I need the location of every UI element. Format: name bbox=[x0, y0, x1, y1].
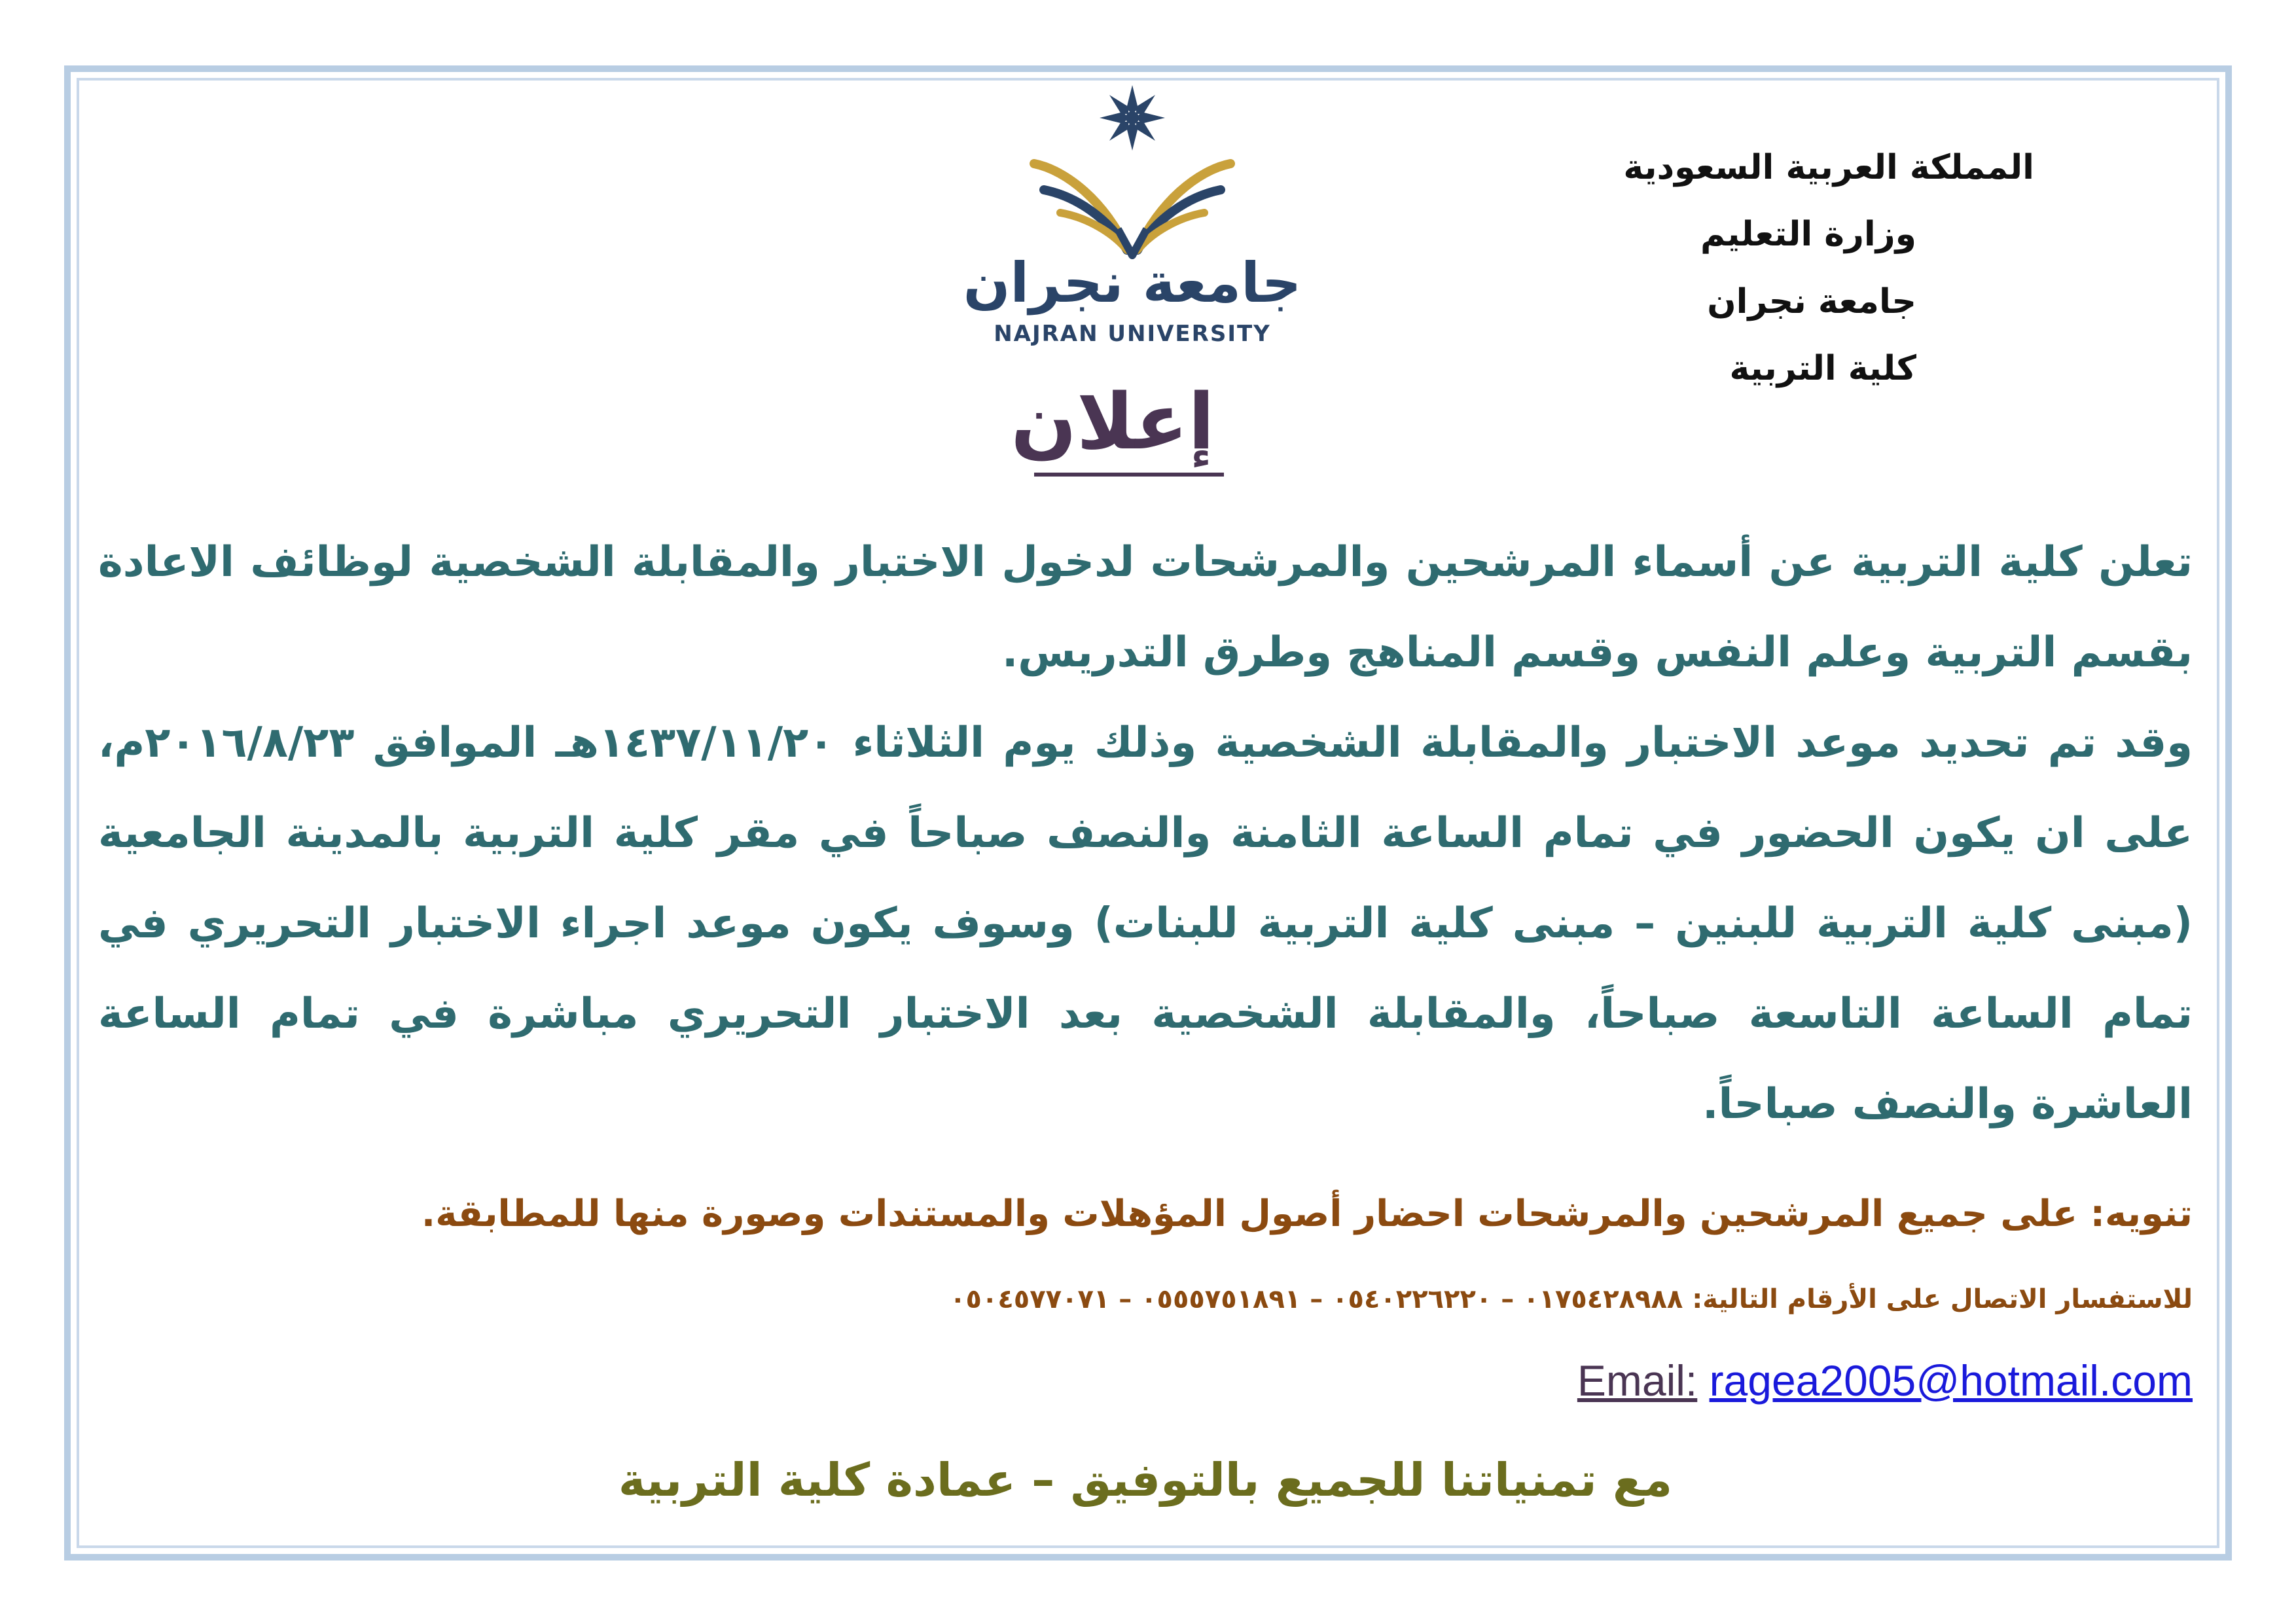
body-paragraph-2: وقد تم تحديد موعد الاختبار والمقابلة الشخصية وذلك يوم الثلاثاء ١٤٣٧/١١/٢٠هـ الموافق ٢٠١٦/٨/٢٣م، على ان يكون الحضور في تمام الساعة الثامنة والنصف صباحاً في مقر كلية التربية بالمدينة الجامعية (مبنى كلية التربية للبنين – مبنى كلية التربية للبنات) وسوف يكون موعد اجراء الاختبار التحريري في تمام الساعة التاسعة صباحاً، والمقابلة الشخصية بعد الاختبار التحريري مباشرة في تمام الساعة العاشرة والنصف صباحاً. bbox=[98, 719, 2193, 1128]
closing-text: مع تمنياتنا للجميع بالتوفيق – عمادة كلية التربية bbox=[618, 1453, 1673, 1507]
logo-arabic-name: جامعة نجران bbox=[963, 251, 1302, 315]
logo-english-name: NAJRAN UNIVERSITY bbox=[994, 321, 1271, 347]
logo-emblem-icon bbox=[956, 79, 1309, 268]
notice-text: تنويه: على جميع المرشحين والمرشحات احضار أصول المؤهلات والمستندات وصورة منها للمطابقة. bbox=[421, 1193, 2193, 1235]
header-ministry: وزارة التعليم bbox=[1700, 215, 1916, 255]
ministry-header bbox=[1445, 147, 2034, 416]
contact-numbers: للاستفسار الاتصال على الأرقام التالية: ٠١٧٥٤٢٨٩٨٨ – ٠٥٤٠٢٢٦٢٢٠ – ٠٥٥٥٧٥١٨٩١ – ٠٥٠٤٥٧٧٠٧١ bbox=[950, 1284, 2193, 1314]
email-label: Email: bbox=[1577, 1356, 1698, 1405]
header-country: المملكة العربية السعودية bbox=[1623, 148, 2034, 187]
body-paragraph-1: تعلن كلية التربية عن أسماء المرشحين والمرشحات لدخول الاختبار والمقابلة الشخصية لوظائف الاعادة بقسم التربية وعلم النفس وقسم المناهج وطرق التدريس. bbox=[98, 538, 2193, 677]
announcement-body bbox=[98, 517, 2193, 1149]
title-underline bbox=[1034, 473, 1224, 477]
university-logo bbox=[956, 79, 1309, 353]
header-university: جامعة نجران bbox=[1707, 281, 1916, 321]
announcement-title: إعلان bbox=[1011, 376, 1215, 467]
header-college: كلية التربية bbox=[1729, 349, 1916, 389]
email-row bbox=[98, 1355, 2193, 1407]
email-link[interactable]: ragea2005@hotmail.com bbox=[1709, 1356, 2193, 1405]
